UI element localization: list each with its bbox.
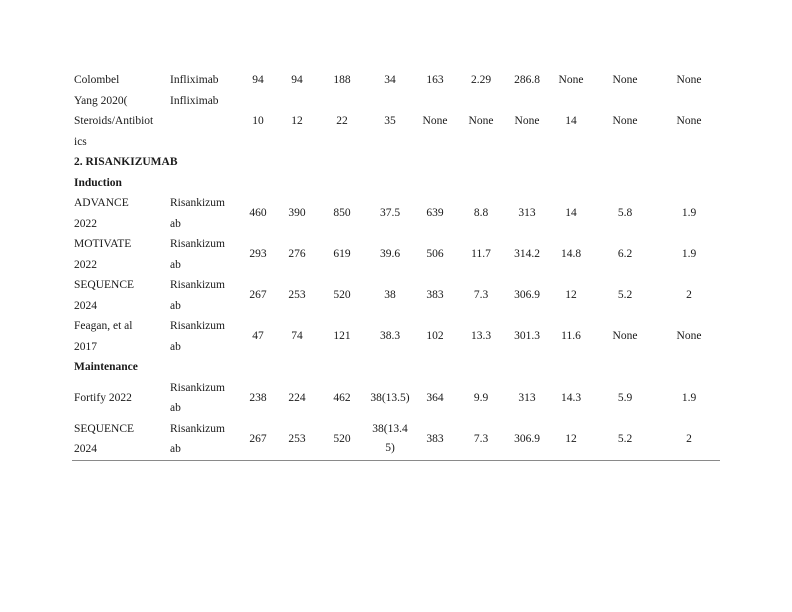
value-cell: 1.9: [681, 391, 697, 404]
section-label: Induction: [74, 176, 122, 189]
section-label: Maintenance: [74, 361, 138, 373]
value-cell: 94: [252, 74, 264, 86]
drug-cell: Risankizum ab: [170, 197, 225, 230]
value-cell: 5.2: [592, 419, 658, 461]
value-cell: 22: [336, 115, 348, 127]
value-cell: None: [612, 330, 638, 343]
section-header-row: [72, 152, 720, 173]
value-cell: 5.2: [617, 289, 633, 302]
value-cell: 1.9: [681, 248, 697, 261]
value-cell: 267: [249, 289, 267, 302]
value-cell: None: [612, 74, 638, 86]
study-cell: ADVANCE 2022: [74, 197, 129, 230]
value-cell: 11.7: [471, 248, 491, 261]
value-cell: 313: [518, 391, 536, 404]
value-cell: 253: [288, 289, 306, 302]
value-cell: 9.9: [473, 391, 489, 404]
value-cell: 14: [565, 207, 577, 220]
value-cell: 38.3: [379, 330, 401, 343]
study-cell: Feagan, et al 2017: [74, 320, 133, 353]
value-cell: 12: [291, 115, 303, 127]
drug-cell: Infliximab Infliximab: [170, 74, 219, 107]
study-cell: SEQUENCE 2024: [74, 279, 135, 312]
value-cell: None: [676, 115, 702, 127]
value-cell: 37.5: [379, 207, 401, 220]
value-cell: 11.6: [561, 330, 581, 343]
value-cell: 1.9: [681, 207, 697, 220]
study-cell: Colombel Yang 2020(: [74, 74, 128, 107]
value-cell: 188: [333, 74, 351, 86]
section-header-row: [72, 357, 720, 378]
study-table: [72, 70, 720, 461]
value-cell: None: [612, 115, 638, 127]
value-cell: 460: [249, 207, 267, 220]
value-cell: 238: [249, 391, 267, 404]
value-cell: None: [514, 115, 540, 127]
table-row: [72, 275, 720, 316]
value-cell: 38: [384, 289, 396, 302]
value-cell: 7.3: [458, 419, 504, 461]
value-cell: 5.9: [617, 391, 633, 404]
value-cell: 506: [426, 248, 444, 261]
value-cell: 520: [333, 289, 351, 302]
value-cell: 364: [426, 391, 444, 404]
value-cell: 163: [426, 74, 444, 86]
value-cell: 74: [291, 330, 303, 343]
value-cell: 224: [288, 391, 306, 404]
value-cell: 293: [249, 248, 267, 261]
value-cell: 306.9: [514, 289, 540, 302]
value-cell: 5.8: [617, 207, 633, 220]
value-cell: 276: [288, 248, 306, 261]
table-row: [72, 70, 720, 111]
value-cell: 94: [291, 74, 303, 86]
value-cell: 313: [518, 207, 536, 220]
table-row: [72, 316, 720, 357]
value-cell: None: [558, 74, 584, 86]
value-cell: 267: [238, 419, 278, 461]
value-cell: 301.3: [514, 330, 540, 343]
value-cell: 2.29: [470, 74, 492, 86]
value-cell: 102: [426, 330, 444, 343]
section-label: 2. RISANKIZUMAB: [74, 156, 178, 168]
value-cell: None: [676, 74, 702, 86]
table-row: [72, 111, 720, 152]
value-cell: 639: [426, 207, 444, 220]
value-cell: 253: [278, 419, 316, 461]
value-cell: 7.3: [473, 289, 489, 302]
value-cell: 47: [252, 330, 264, 343]
value-cell: 2: [658, 419, 720, 461]
table-row: [72, 234, 720, 275]
drug-cell: Risankizum ab: [170, 320, 225, 353]
study-cell: MOTIVATE 2022: [74, 238, 132, 271]
value-cell: 619: [333, 248, 351, 261]
value-cell: 286.8: [514, 74, 540, 86]
value-cell: 14.3: [560, 391, 582, 404]
table-row: [72, 193, 720, 234]
table-body: [72, 70, 720, 460]
value-cell: 462: [333, 391, 351, 404]
value-cell: 10: [252, 115, 264, 127]
value-cell: None: [468, 115, 494, 127]
study-cell: Steroids/Antibiot ics: [74, 115, 154, 148]
drug-cell: Risankizum ab: [170, 238, 225, 271]
value-cell: 383: [412, 419, 458, 461]
value-cell: None: [676, 330, 702, 343]
value-cell: 2: [686, 289, 692, 302]
value-cell: 14.8: [560, 248, 582, 261]
study-cell: Fortify 2022: [74, 391, 132, 404]
drug-cell: [168, 111, 238, 152]
value-cell: 314.2: [514, 248, 540, 261]
section-header-row: [72, 173, 720, 194]
study-cell: SEQUENCE 2024: [72, 419, 168, 461]
value-cell: 38(13.5): [370, 391, 410, 404]
value-cell: 13.3: [470, 330, 492, 343]
value-cell: 12: [565, 289, 577, 302]
drug-cell: Risankizum ab: [168, 419, 238, 461]
table-row: [72, 378, 720, 419]
value-cell: 12: [550, 419, 592, 461]
value-cell: 35: [384, 115, 396, 127]
table-row: [72, 419, 720, 461]
value-cell: 306.9: [504, 419, 550, 461]
value-cell: 383: [426, 289, 444, 302]
value-cell: 390: [288, 207, 306, 220]
value-cell: 6.2: [617, 248, 633, 261]
value-cell: 39.6: [379, 248, 401, 261]
value-cell: 38(13.4 5): [368, 419, 412, 461]
value-cell: 14: [565, 115, 577, 127]
value-cell: 850: [333, 207, 351, 220]
value-cell: 520: [316, 419, 368, 461]
value-cell: 34: [384, 74, 396, 86]
drug-cell: Risankizum ab: [170, 279, 225, 312]
value-cell: 8.8: [473, 207, 489, 220]
drug-cell: Risankizum ab: [170, 381, 225, 414]
value-cell: 121: [333, 330, 351, 343]
value-cell: None: [422, 115, 448, 127]
